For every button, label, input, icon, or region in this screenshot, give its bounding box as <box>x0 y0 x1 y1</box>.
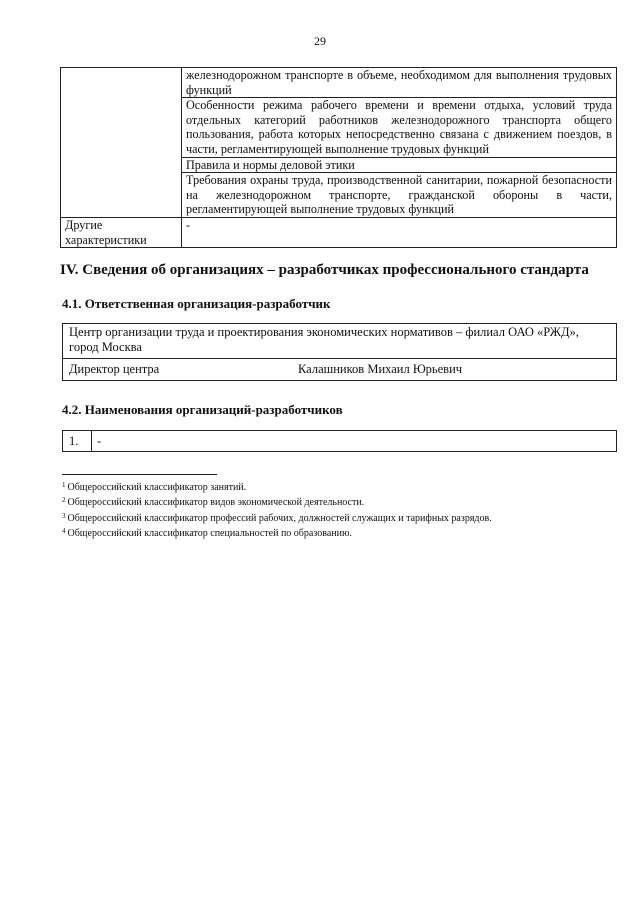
footnote-mark: 1 <box>62 481 66 489</box>
table-cell: железнодорожном транспорте в объеме, необходимом для выполнения трудовых функций <box>182 68 617 98</box>
person-name: Калашников Михаил Юрьевич <box>298 362 463 376</box>
row-number: 1. <box>69 434 79 448</box>
footnote-text: Общероссийский классификатор видов экономической деятельности. <box>67 497 365 509</box>
section-title: IV. Сведения об организациях – разработчиках профессионального стандарта <box>60 262 589 278</box>
footnote <box>62 525 622 540</box>
table-cell: Правила и нормы деловой этики <box>182 157 617 173</box>
table-row <box>61 68 617 98</box>
footnote-mark: 3 <box>62 511 66 520</box>
row-number-cell <box>63 431 92 451</box>
footnote <box>62 494 622 509</box>
table-row <box>61 217 617 247</box>
position-title: Директор центра <box>69 362 160 376</box>
table-left-cell <box>61 68 182 218</box>
footnote-text: Общероссийский классификатор специальностей по образованию. <box>67 527 352 539</box>
footnote-separator <box>62 474 217 475</box>
footnote-text: Общероссийский классификатор занятий. <box>67 482 247 493</box>
developers-table <box>62 430 617 452</box>
footnote <box>62 510 622 525</box>
responsible-organization-table <box>62 323 617 381</box>
footnote <box>62 479 622 494</box>
table-cell: Требования охраны труда, производственной санитарии, пожарной безопасности на железнодорожном транспорте, гражданской обороны в части, регламентирующей выполнение трудовых функций <box>182 173 617 218</box>
table-cell: - <box>182 217 617 247</box>
requirements-table <box>60 67 617 248</box>
page-number: 29 <box>314 34 326 48</box>
signatory-row <box>63 358 616 380</box>
footnote-mark: 2 <box>62 496 66 505</box>
organization-name: Центр организации труда и проектирования экономических нормативов – филиал ОАО «РЖД», город Москва <box>69 325 579 354</box>
footnotes <box>62 479 622 540</box>
footnote-mark: 4 <box>62 526 66 535</box>
table-cell: Особенности режима рабочего времени и времени отдыха, условий труда отдельных категорий работников железнодорожного транспорта общего пользования, работа которых непосредственно связана с движением поездов, в части, регламентирующей выполнение трудовых функций <box>182 98 617 157</box>
subsection-title-responsible: 4.1. Ответственная организация-разработчик <box>62 296 331 311</box>
other-characteristics-label: Другие характеристики <box>61 217 182 247</box>
developer-name: - <box>97 434 102 448</box>
subsection-title-developers: 4.2. Наименования организаций-разработчиков <box>62 402 343 417</box>
footnote-text: Общероссийский классификатор профессий рабочих, должностей служащих и тарифных разрядов. <box>67 512 492 524</box>
